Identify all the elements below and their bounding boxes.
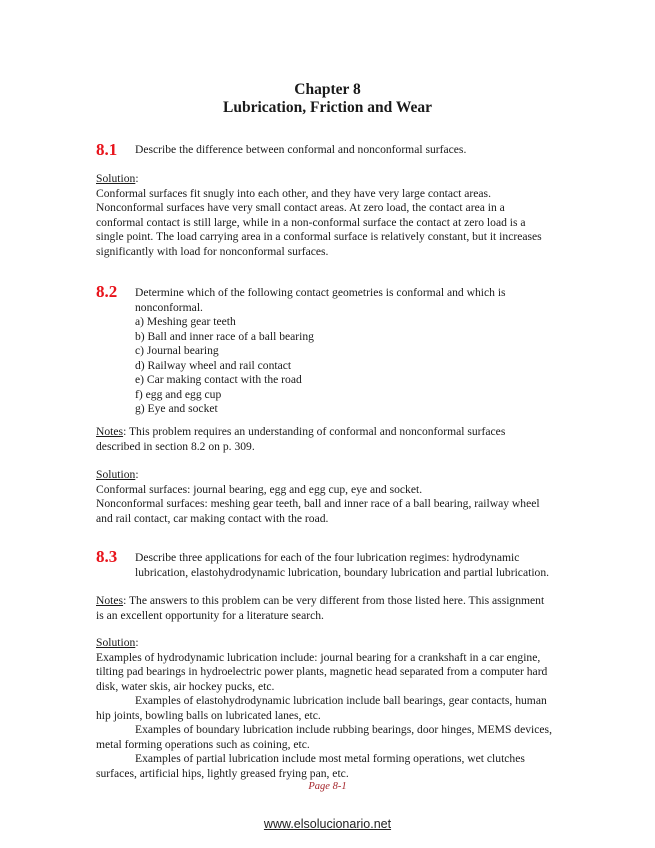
problem-8-1-solution-line: Nonconformal surfaces have very small contact areas. At zero load, the contact area in a — [96, 201, 505, 214]
list-item: f) egg and egg cup — [135, 387, 222, 401]
problem-8-1-solution-line: Conformal surfaces fit snugly into each other, and they have very large contact areas. — [96, 186, 491, 200]
problem-number-8-1: 8.1 — [96, 140, 118, 159]
list-item: g) Eye and socket — [135, 402, 218, 415]
problem-8-3-solution-line: hip joints, bowling balls on lubricated lanes, etc. — [96, 708, 321, 722]
chapter-title: Lubrication, Friction and Wear — [223, 99, 432, 116]
notes-label: Notes — [96, 594, 124, 607]
list-item: d) Railway wheel and rail contact — [135, 358, 292, 372]
problem-8-3-question-line: lubrication, elastohydrodynamic lubrication, boundary lubrication and partial lubrication. — [135, 565, 550, 579]
notes-label: Notes — [96, 425, 124, 438]
problem-8-3-solution-line: Examples of hydrodynamic lubrication include: journal bearing for a crankshaft in a car engine, — [96, 650, 541, 664]
problem-8-3-solution-line: Examples of partial lubrication include most metal forming operations, wet clutches — [135, 752, 525, 765]
problem-8-1-question: Describe the difference between conformal and nonconformal surfaces. — [135, 143, 467, 156]
problem-8-2-solution-line: and rail contact, car making contact with the road. — [96, 511, 329, 525]
problem-8-1-solution-line: conformal contact is still large, while in a non-conformal surface the contact at zero load is a — [96, 215, 526, 229]
problem-8-3-solution-line: tilting pad bearings in hydroelectric power plants, magnetic head separated from a computer hard — [96, 665, 548, 678]
problem-8-2-question-line: Determine which of the following contact geometries is conformal and which is — [135, 286, 506, 299]
problem-8-2-solution-line: Conformal surfaces: journal bearing, egg and egg cup, eye and socket. — [96, 482, 423, 496]
problem-8-3-solution-line: surfaces, artificial hips, lightly greased frying pan, etc. — [96, 766, 349, 780]
problem-8-3-solution-line: Examples of elastohydrodynamic lubrication include ball bearings, gear contacts, human — [135, 694, 547, 707]
solution-label: Solution — [96, 172, 136, 185]
problem-8-3-solution-line: metal forming operations such as coining, etc. — [96, 737, 310, 751]
problem-8-2-solution-heading: Solution: — [96, 468, 139, 481]
problem-8-1-solution-line: significantly with load for nonconformal surfaces. — [96, 244, 329, 258]
list-item: c) Journal bearing — [135, 344, 219, 357]
problem-8-3-solution-line: Examples of boundary lubrication include rubbing bearings, door hinges, MEMS devices, — [135, 723, 552, 736]
chapter-number: Chapter 8 — [294, 81, 361, 98]
problem-8-3-question-line: Describe three applications for each of the four lubrication regimes: hydrodynamic — [135, 551, 520, 564]
problem-8-3-solution-heading: Solution: — [96, 636, 139, 649]
problem-8-1-solution-heading: Solution: — [96, 172, 139, 185]
list-item: b) Ball and inner race of a ball bearing — [135, 329, 314, 343]
solution-label: Solution — [96, 468, 136, 481]
website-link[interactable]: www.elsolucionario.net — [263, 817, 392, 831]
problem-number-8-3: 8.3 — [96, 547, 118, 566]
list-item: e) Car making contact with the road — [135, 373, 302, 386]
list-item: a) Meshing gear teeth — [135, 315, 236, 328]
problem-8-2-notes-line: Notes: This problem requires an understanding of conformal and nonconformal surfaces — [96, 425, 506, 438]
problem-8-3-notes-line: Notes: The answers to this problem can be very different from those listed here. This assignment — [96, 594, 545, 607]
problem-8-2-question-line: nonconformal. — [135, 300, 203, 314]
problem-8-2-solution-line: Nonconformal surfaces: meshing gear teeth, ball and inner race of a ball bearing, railway wheel — [96, 497, 540, 510]
solution-label: Solution — [96, 636, 136, 649]
problem-8-3-notes-line: is an excellent opportunity for a literature search. — [96, 608, 324, 622]
page-number-label: Page 8-1 — [308, 781, 347, 792]
problem-8-3-solution-line: disk, water skis, air hockey pucks, etc. — [96, 679, 275, 693]
problem-number-8-2: 8.2 — [96, 282, 118, 301]
problem-8-2-notes-line: described in section 8.2 on p. 309. — [96, 439, 255, 453]
problem-8-1-solution-line: single point. The load carrying area in a conformal surface is relatively constant, but it increases — [96, 230, 542, 243]
